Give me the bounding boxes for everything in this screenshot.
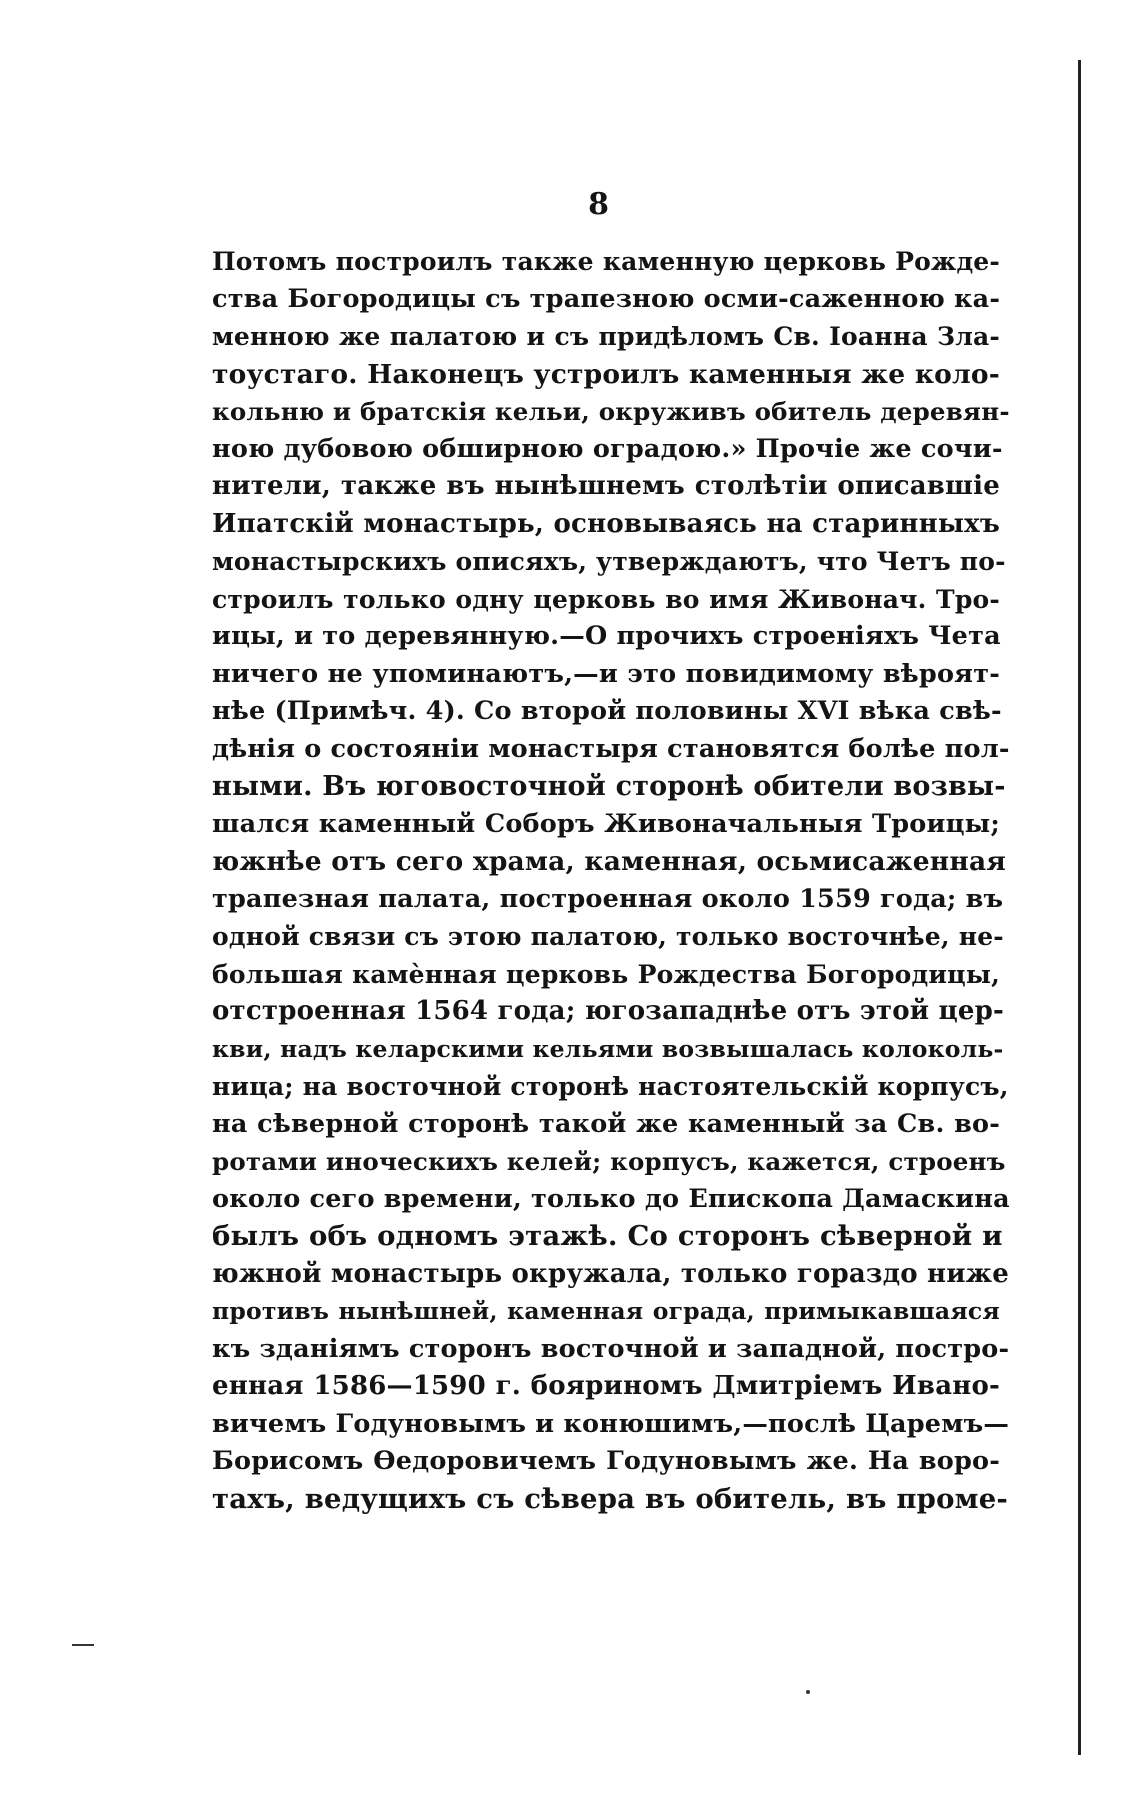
text-line: Ипатскій монастырь, основываясь на старинныхъ (212, 508, 1000, 539)
text-line: Борисомъ Ѳедоровичемъ Годуновымъ же. На воро- (212, 1446, 1000, 1476)
text-line: тоустаго. Наконецъ устроилъ каменныя же коло- (212, 358, 1000, 390)
text-line: на сѣверной сторонѣ такой же каменный за Св. во- (212, 1108, 1000, 1139)
text-line: нители, также въ нынѣшнемъ столѣтіи описавшіе (212, 471, 1000, 501)
text-line: къ зданіямъ сторонъ восточной и западной, постро- (212, 1333, 1010, 1364)
text-line: кольню и братскія кельи, окруживъ обитель деревян- (212, 397, 1010, 426)
text-line: шался каменный Соборъ Живоначальныя Троицы; (212, 808, 1000, 839)
text-line: монастырскихъ описяхъ, утверждаютъ, что Четъ по- (212, 547, 1006, 576)
text-line: противъ нынѣшней, каменная ограда, примыкавшаяся (212, 1297, 1000, 1325)
text-line: былъ объ одномъ этажѣ. Со сторонъ сѣверной и (212, 1220, 1003, 1252)
text-line: кви, надъ келарскими кельями возвышалась колоколь- (212, 1034, 1004, 1063)
scan-mark-dot (806, 1690, 810, 1694)
text-line: вичемъ Годуновымъ и конюшимъ,—послѣ Царемъ— (212, 1408, 1010, 1439)
text-line: трапезная палата, построенная около 1559 года; въ (212, 883, 1004, 914)
scan-mark-dash (72, 1644, 94, 1646)
body-text (212, 243, 1010, 1518)
text-line: одной связи съ этою палатою, только восточнѣе, не- (212, 922, 1004, 951)
text-line: ицы, и то деревянную.—О прочихъ строеніяхъ Чета (212, 621, 1001, 651)
text-line: ными. Въ юговосточной сторонѣ обители возвы- (212, 771, 1006, 802)
text-line: южной монастырь окружала, только гораздо ниже (212, 1258, 1009, 1289)
text-line: ротами иноческихъ келей; корпусъ, кажется, строенъ (212, 1147, 1006, 1176)
text-line: тахъ, ведущихъ съ сѣвера въ обитель, въ проме- (212, 1482, 1009, 1515)
text-line: южнѣе отъ сего храма, каменная, осьмисаженная (212, 846, 1007, 877)
text-line: менною же палатою и съ придѣломъ Св. Іоанна Зла- (212, 322, 1000, 351)
text-line: енная 1586—1590 г. бояриномъ Дмитріемъ Ивано- (212, 1371, 1000, 1401)
text-line: большая камѐнная церковь Рождества Богородицы, (212, 959, 1000, 989)
page-number: 8 (588, 187, 609, 222)
page-edge-line (1078, 60, 1081, 1755)
text-line: около сего времени, только до Епископа Дамаскина (212, 1183, 1010, 1214)
text-line: дѣнія о состояніи монастыря становятся болѣе пол- (212, 733, 1010, 764)
text-line: ною дубовою обширною оградою.» Прочіе же сочи- (212, 433, 1003, 464)
text-line: ница; на восточной сторонѣ настоятельскій корпусъ, (212, 1072, 1009, 1101)
text-line: нѣе (Примѣч. 4). Со второй половины XVI вѣка свѣ- (212, 696, 1002, 726)
text-line: Потомъ построилъ также каменную церковь Рожде- (212, 247, 1000, 276)
text-line: отстроенная 1564 года; югозападнѣе отъ этой цер- (212, 996, 1005, 1026)
text-line: ничего не упоминаютъ,—и это повидимому вѣроят- (212, 658, 1000, 689)
text-line: ства Богородицы съ трапезною осми-саженною ка- (212, 283, 1001, 314)
text-line: строилъ только одну церковь во имя Живонач. Тро- (212, 584, 1000, 614)
